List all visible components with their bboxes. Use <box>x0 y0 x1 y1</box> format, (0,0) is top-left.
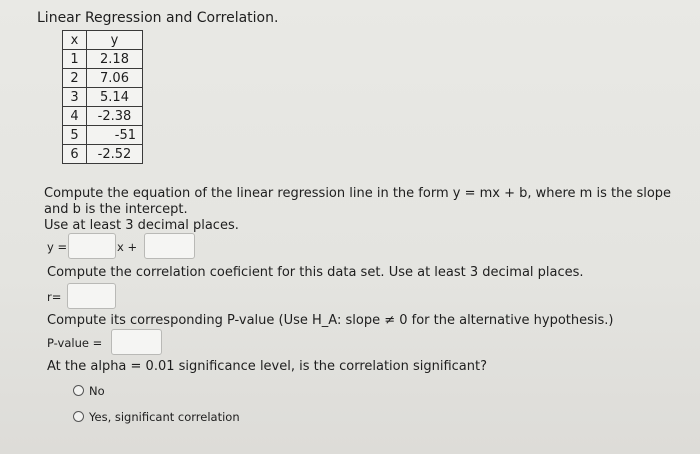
x-cell: 6 <box>63 145 87 164</box>
y-cell: -2.38 <box>87 107 143 126</box>
table-header-row <box>63 31 143 50</box>
regression-prompt-line3: Use at least 3 decimal places. <box>44 218 239 233</box>
p-value-input[interactable] <box>111 329 162 355</box>
radio-yes[interactable] <box>73 411 84 422</box>
x-plus-label: x + <box>117 240 138 254</box>
regression-prompt-line2: and b is the intercept. <box>44 202 188 217</box>
correlation-input[interactable] <box>67 283 116 309</box>
table-row <box>63 50 143 69</box>
y-cell: -51 <box>87 126 143 145</box>
table-row <box>63 69 143 88</box>
y-cell: -2.52 <box>87 145 143 164</box>
y-cell: 5.14 <box>87 88 143 107</box>
table-row <box>63 126 143 145</box>
x-cell: 1 <box>63 50 87 69</box>
y-cell: 2.18 <box>87 50 143 69</box>
correlation-prompt: Compute the correlation coeficient for this data set. Use at least 3 decimal places. <box>47 265 584 280</box>
column-header-x: x <box>63 31 87 50</box>
x-cell: 5 <box>63 126 87 145</box>
option-yes-label[interactable]: Yes, significant correlation <box>89 410 240 424</box>
table-row <box>63 145 143 164</box>
slope-input[interactable] <box>68 233 116 259</box>
p-value-prompt: Compute its corresponding P-value (Use H_A: slope ≠ 0 for the alternative hypothesis.) <box>47 313 614 328</box>
table-row <box>63 88 143 107</box>
x-cell: 4 <box>63 107 87 126</box>
intercept-input[interactable] <box>144 233 195 259</box>
y-equals-label: y = <box>47 240 68 254</box>
regression-prompt-line1: Compute the equation of the linear regression line in the form y = mx + b, where m is the slope <box>44 186 672 201</box>
y-cell: 7.06 <box>87 69 143 88</box>
significance-prompt: At the alpha = 0.01 significance level, is the correlation significant? <box>47 359 488 374</box>
x-cell: 3 <box>63 88 87 107</box>
x-cell: 2 <box>63 69 87 88</box>
column-header-y: y <box>87 31 143 50</box>
radio-no[interactable] <box>73 385 84 396</box>
r-label: r= <box>47 290 62 304</box>
option-no-label[interactable]: No <box>89 384 105 398</box>
p-value-label: P-value = <box>47 336 103 350</box>
page-title: Linear Regression and Correlation. <box>37 10 279 26</box>
table-row <box>63 107 143 126</box>
data-table <box>62 30 143 164</box>
